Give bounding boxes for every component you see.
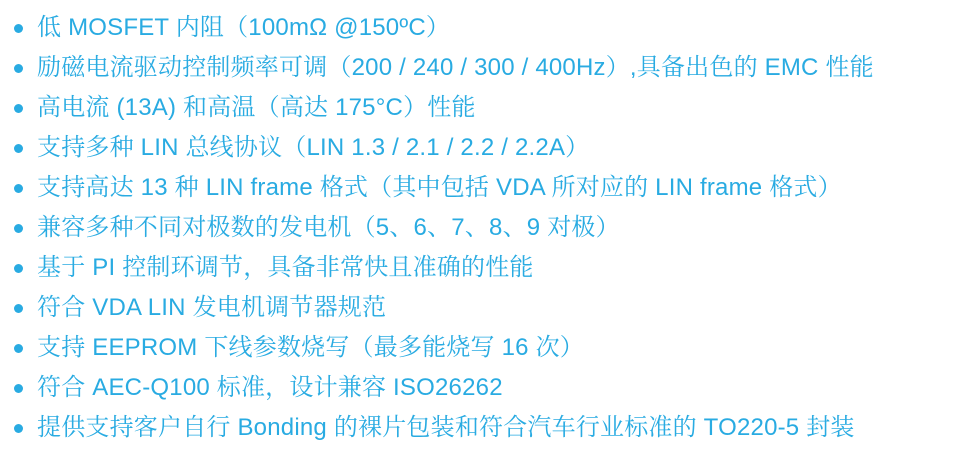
bullet-icon: [14, 304, 23, 313]
feature-text: 提供支持客户自行 Bonding 的裸片包装和符合汽车行业标准的 TO220-5 封装: [37, 414, 855, 441]
feature-item: [0, 88, 963, 128]
feature-item: [0, 408, 963, 448]
feature-text: 支持高达 13 种 LIN frame 格式（其中包括 VDA 所对应的 LIN frame 格式）: [37, 174, 842, 201]
feature-text: 高电流 (13A) 和高温（高达 175°C）性能: [37, 94, 476, 121]
bullet-icon: [14, 144, 23, 153]
feature-item: [0, 8, 963, 48]
feature-item: [0, 208, 963, 248]
feature-item: [0, 328, 963, 368]
feature-item: [0, 368, 963, 408]
bullet-icon: [14, 384, 23, 393]
feature-item: [0, 168, 963, 208]
feature-text: 兼容多种不同对极数的发电机（5、6、7、8、9 对极）: [37, 214, 620, 241]
bullet-icon: [14, 104, 23, 113]
feature-text: 基于 PI 控制环调节，具备非常快且准确的性能: [37, 254, 534, 281]
bullet-icon: [14, 184, 23, 193]
bullet-icon: [14, 344, 23, 353]
feature-text: 符合 VDA LIN 发电机调节器规范: [37, 294, 387, 321]
bullet-icon: [14, 424, 23, 433]
feature-item: [0, 48, 963, 88]
feature-text: 低 MOSFET 内阻（100mΩ @150ºC）: [37, 14, 451, 41]
bullet-icon: [14, 24, 23, 33]
bullet-icon: [14, 64, 23, 73]
feature-text: 符合 AEC-Q100 标准，设计兼容 ISO26262: [37, 374, 503, 401]
feature-text: 支持 EEPROM 下线参数烧写（最多能烧写 16 次）: [37, 334, 584, 361]
bullet-icon: [14, 224, 23, 233]
feature-text: 支持多种 LIN 总线协议（LIN 1.3 / 2.1 / 2.2 / 2.2A）: [37, 134, 590, 161]
feature-item: [0, 288, 963, 328]
feature-text: 励磁电流驱动控制频率可调（200 / 240 / 300 / 400Hz）,具备出色的 EMC 性能: [37, 54, 874, 81]
bullet-icon: [14, 264, 23, 273]
feature-item: [0, 128, 963, 168]
feature-item: [0, 248, 963, 288]
